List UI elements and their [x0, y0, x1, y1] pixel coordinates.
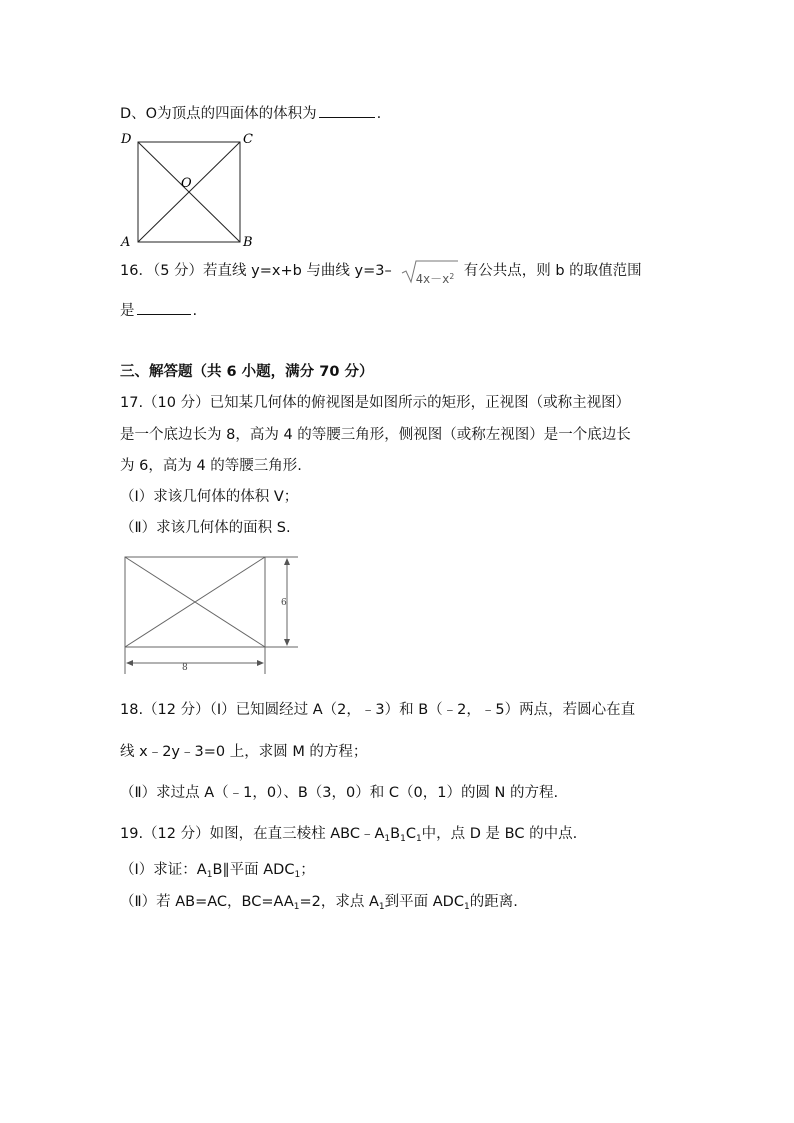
arrow-left-icon [126, 660, 133, 666]
answer-blank [137, 300, 191, 315]
q17-part2: （Ⅱ）求该几何体的面积 S. [120, 520, 291, 536]
subscript: 1 [293, 902, 300, 912]
label-d: D [121, 132, 132, 147]
q16-part2: 有公共点，则 b 的取值范围 [463, 263, 642, 279]
q18-line2: 线 x﹣2y﹣3=0 上，求圆 M 的方程； [120, 744, 368, 760]
q15-tail-text: D、O为顶点的四面体的体积为 [120, 106, 317, 122]
subscript: 1 [384, 834, 391, 844]
subscript: 1 [463, 902, 470, 912]
q19-part2-d: 的距离. [469, 894, 518, 910]
label-b: B [243, 235, 253, 250]
q19-part1 [120, 860, 315, 880]
q19-part2-c: 到平面 ADC [384, 894, 464, 910]
q16-line2-prefix: 是 [120, 303, 135, 319]
q19-line1-b: B [390, 826, 401, 842]
q18-line1: 18.（12 分）（Ⅰ）已知圆经过 A（2，﹣3）和 B（﹣2，﹣5）两点，若圆心在直 [120, 702, 636, 718]
sqrt-expression [400, 258, 458, 284]
subscript: 1 [400, 834, 406, 844]
height-label: 6 [281, 598, 287, 608]
radicand-exponent: 2 [449, 272, 455, 281]
label-o: O [181, 176, 192, 191]
subscript: 1 [294, 870, 301, 880]
arrow-up-icon [284, 558, 290, 565]
q16-line2 [120, 300, 197, 321]
q19-part1-b: B∥平面 ADC [212, 862, 295, 878]
q15-tail [120, 103, 381, 124]
q19-line1-a: 19.（12 分）如图，在直三棱柱 ABC﹣A [120, 826, 385, 842]
q19-part2-a: （Ⅱ）若 AB=AC，BC=AA [120, 894, 294, 910]
radicand-base: 4x－x [415, 272, 450, 286]
q19-part1-c: ； [300, 862, 315, 878]
q19-part2-b: =2，求点 A [299, 894, 379, 910]
q15-tail-end: . [376, 106, 382, 122]
q19-part1-a: （Ⅰ）求证：A [120, 862, 207, 878]
subscript: 1 [378, 902, 385, 912]
q17-line1: 17.（10 分）已知某几何体的俯视图是如图所示的矩形，正视图（或称主视图） [120, 395, 631, 411]
q17-part1: （Ⅰ）求该几何体的体积 V； [120, 489, 299, 505]
label-a: A [121, 235, 131, 250]
subscript: 1 [415, 834, 422, 844]
q17-line3: 为 6，高为 4 的等腰三角形. [120, 458, 302, 474]
arrow-right-icon [257, 660, 264, 666]
arrow-down-icon [284, 639, 290, 646]
answer-blank [319, 103, 375, 118]
square-figure [118, 130, 258, 252]
section-title: 三、解答题（共 6 小题，满分 70 分） [120, 364, 374, 380]
q19-part2 [120, 892, 518, 912]
q19-line1-c: C [405, 826, 416, 842]
radicand [416, 264, 455, 292]
label-c: C [243, 132, 253, 147]
rectangle-figure [118, 550, 303, 678]
q16-line1 [120, 258, 642, 284]
width-label: 8 [182, 663, 188, 673]
q16-end: . [192, 303, 198, 319]
q19-line1-d: 中，点 D 是 BC 的中点. [421, 826, 578, 842]
q17-line2: 是一个底边长为 8，高为 4 的等腰三角形，侧视图（或称左视图）是一个底边长 [120, 427, 631, 443]
q18-part2: （Ⅱ）求过点 A（﹣1，0）、B（3，0）和 C（0，1）的圆 N 的方程. [120, 785, 559, 801]
q19-line1 [120, 824, 577, 844]
subscript: 1 [206, 870, 213, 880]
q16-part1: 16．（5 分）若直线 y=x+b 与曲线 y=3– [120, 263, 392, 279]
